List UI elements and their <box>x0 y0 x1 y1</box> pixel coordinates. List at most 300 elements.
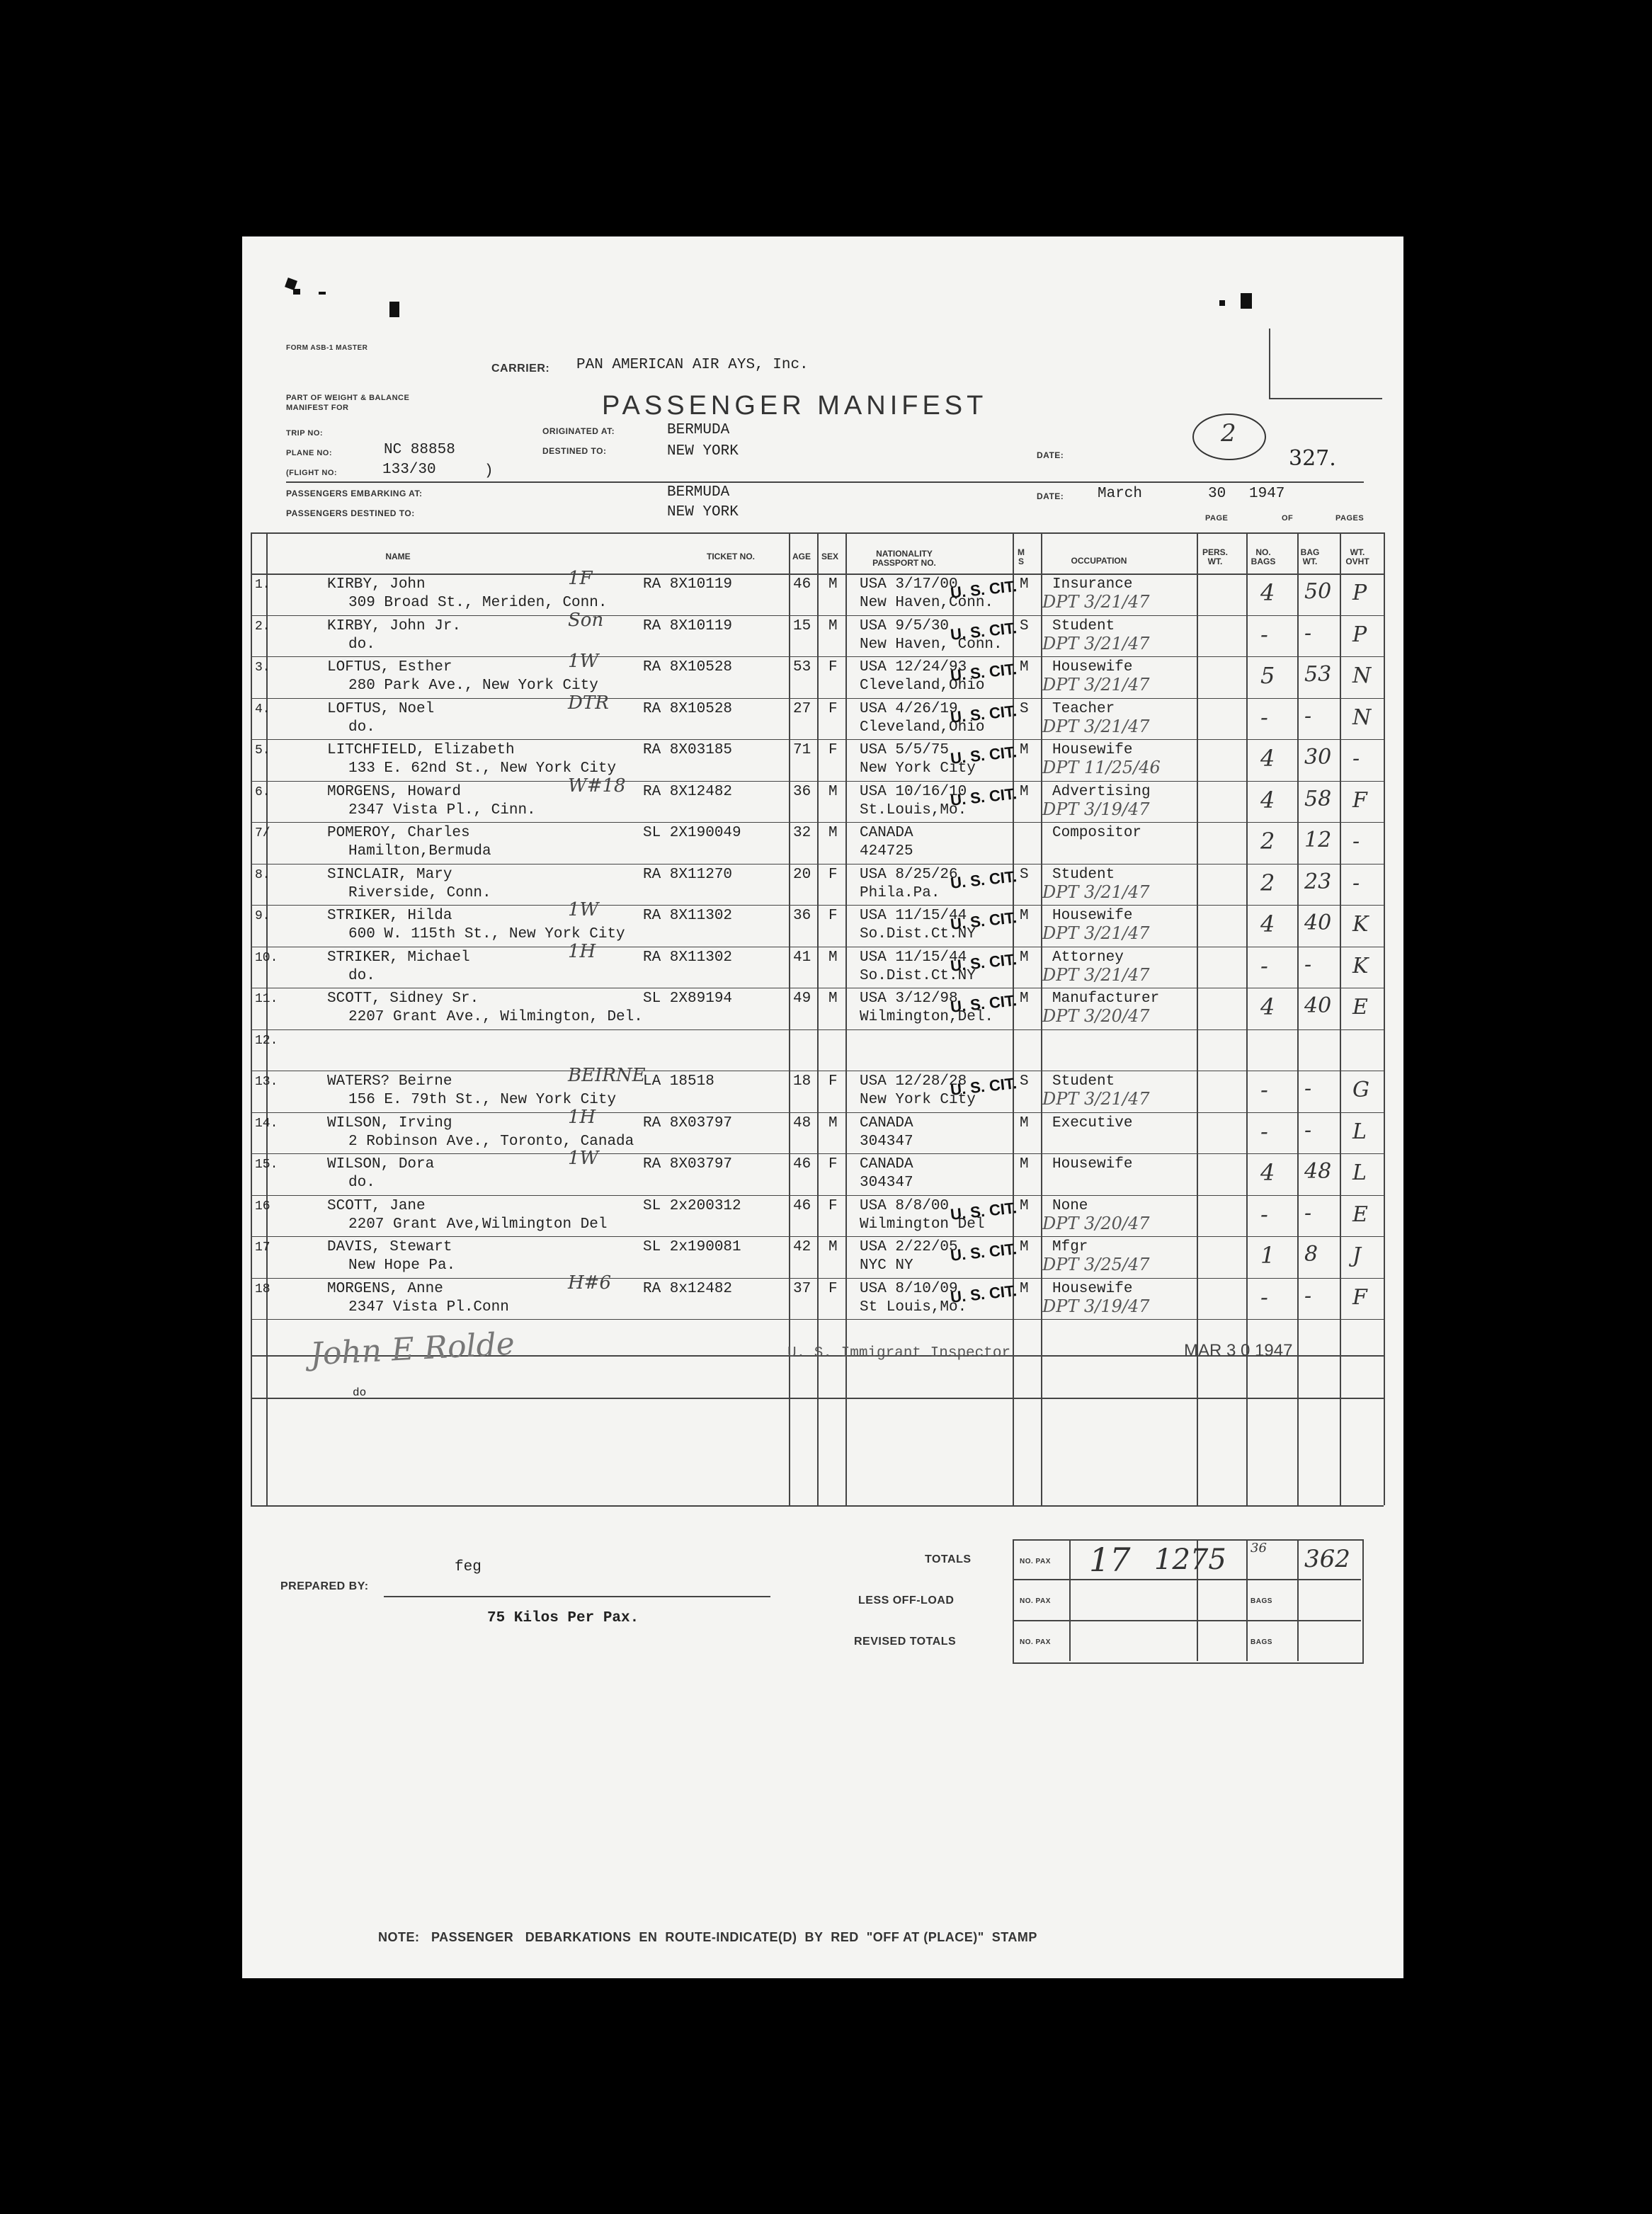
overhead-code: N <box>1352 704 1372 730</box>
marital-status: S <box>1020 866 1029 883</box>
nationality-place: So.Dist.Ct.NY <box>860 967 976 984</box>
passenger-sex: F <box>828 700 838 717</box>
bag-weight: 8 <box>1304 1242 1318 1267</box>
number-of-bags: - <box>1260 620 1268 648</box>
form-number: FORM ASB-1 MASTER <box>286 344 368 352</box>
passenger-address: Hamilton,Bermuda <box>348 843 491 860</box>
corner-box-edge <box>1269 329 1270 399</box>
passenger-age: 32 <box>793 825 811 841</box>
row-number: 8. <box>255 867 270 882</box>
overhead-code: L <box>1352 1160 1367 1185</box>
punch-mark <box>389 302 399 317</box>
passenger-age: 71 <box>793 742 811 758</box>
table-row <box>242 1197 1403 1238</box>
bag-weight: 58 <box>1304 786 1332 811</box>
manifest-sheet <box>242 236 1403 1978</box>
passenger-address: 280 Park Ave., New York City <box>348 678 598 694</box>
number-of-bags: - <box>1260 1117 1268 1145</box>
row-number: 1. <box>255 578 270 592</box>
nationality-passport: USA 9/5/30 <box>860 617 950 634</box>
departure-note: DPT 3/19/47 <box>1042 799 1150 819</box>
nationality-place: St Louis,Mo. <box>860 1299 967 1316</box>
bag-weight: - <box>1304 1200 1312 1226</box>
pages-label: PAGES <box>1335 514 1365 523</box>
citizen-stamp: U. S. CIT. <box>949 867 1018 892</box>
ticket-number: RA 8X10119 <box>643 617 733 634</box>
debarkation-note: NOTE: PASSENGER DEBARKATIONS EN ROUTE-INDICATE(D) BY RED "OFF AT (PLACE)" STAMP <box>378 1930 1037 1944</box>
col-header-age: AGE <box>792 552 811 561</box>
row-rule <box>251 1029 1384 1030</box>
row-number: 4. <box>255 702 270 717</box>
flight-no-close: ) <box>484 463 494 479</box>
nationality-place: 304347 <box>860 1133 913 1150</box>
ticket-number: SL 2x190081 <box>643 1239 741 1255</box>
passenger-name: WILSON, Dora <box>327 1156 435 1172</box>
departure-note: DPT 3/21/47 <box>1042 633 1150 654</box>
overhead-code: F <box>1352 1284 1367 1310</box>
circled-number-text: 2 <box>1221 419 1236 447</box>
inspector-title: U. S. Immigrant Inspector <box>787 1345 1011 1362</box>
passenger-name: LOFTUS, Noel <box>327 700 435 717</box>
number-of-bags: 4 <box>1260 579 1275 606</box>
occupation: Student <box>1052 866 1115 883</box>
row-number: 13. <box>255 1075 278 1089</box>
ticket-number: RA 8X12482 <box>643 783 733 800</box>
row-number: 10. <box>255 950 278 965</box>
table-row <box>242 741 1403 782</box>
overhead-code: G <box>1352 1078 1369 1102</box>
departure-note: DPT 3/21/47 <box>1042 675 1150 695</box>
row-rule <box>251 1278 1384 1279</box>
row-number: 17 <box>255 1240 270 1255</box>
passenger-address: 2 Robinson Ave., Toronto, Canada <box>348 1133 634 1150</box>
handwritten-note: 1W <box>568 1148 599 1169</box>
row-number: 6. <box>255 784 270 799</box>
dest-pass-value: NEW YORK <box>667 504 739 520</box>
col-header-ms: M S <box>1018 547 1025 566</box>
row-rule <box>251 615 1384 616</box>
nationality-passport: USA 11/15/44 <box>860 949 967 966</box>
passenger-age: 36 <box>793 783 811 800</box>
row-number: 15. <box>255 1158 278 1172</box>
row-rule <box>251 656 1384 657</box>
occupation: Housewife <box>1052 742 1133 758</box>
passenger-age: 46 <box>793 576 811 593</box>
originated-value: BERMUDA <box>667 422 730 438</box>
totals-label: TOTALS <box>925 1553 972 1565</box>
passenger-age: 20 <box>793 866 811 883</box>
passenger-sex: F <box>828 1197 838 1214</box>
citizen-stamp: U. S. CIT. <box>949 701 1018 726</box>
passenger-name: WILSON, Irving <box>327 1114 452 1131</box>
passenger-age: 49 <box>793 991 811 1007</box>
marital-status: S <box>1020 1073 1029 1090</box>
departure-note: DPT 3/20/47 <box>1042 1213 1150 1233</box>
overhead-code: E <box>1352 995 1368 1020</box>
departure-note: DPT 3/21/47 <box>1042 592 1150 612</box>
passenger-age: 53 <box>793 659 811 675</box>
date-day: 30 <box>1208 486 1226 502</box>
passenger-address: 600 W. 115th St., New York City <box>348 926 625 942</box>
less-offload-label: LESS OFF-LOAD <box>858 1594 955 1607</box>
departure-note: DPT 3/21/47 <box>1042 964 1150 985</box>
nationality-passport: USA 3/12/98 <box>860 991 958 1007</box>
overhead-code: J <box>1352 1243 1362 1268</box>
no-pax-label: NO. PAX <box>1020 1558 1051 1565</box>
ticket-number: RA 8X10528 <box>643 700 733 717</box>
prepared-label: PREPARED BY: <box>280 1580 369 1592</box>
passenger-sex: F <box>828 659 838 675</box>
citizen-stamp: U. S. CIT. <box>949 1281 1018 1306</box>
passenger-address: 2207 Grant Ave., Wilmington, Del. <box>348 1009 643 1025</box>
handwritten-note: BEIRNE <box>568 1065 646 1086</box>
number-of-bags: - <box>1260 703 1268 731</box>
nationality-place: 424725 <box>860 843 913 860</box>
embarking-label: PASSENGERS EMBARKING AT: <box>286 489 423 498</box>
ticket-number: RA 8X11302 <box>643 949 733 966</box>
row-rule <box>251 905 1384 906</box>
number-of-bags: 2 <box>1260 828 1275 855</box>
nationality-place: Wilmington,Del. <box>860 1009 994 1025</box>
passenger-address: 133 E. 62nd St., New York City <box>348 760 617 777</box>
bag-weight: 23 <box>1304 869 1332 894</box>
marital-status: S <box>1020 700 1029 717</box>
occupation: Manufacturer <box>1052 991 1160 1007</box>
citizen-stamp: U. S. CIT. <box>949 784 1018 809</box>
embarking-value: BERMUDA <box>667 484 730 501</box>
row-rule <box>251 1398 1384 1399</box>
handwritten-note: 1W <box>568 899 599 920</box>
overhead-code: F <box>1352 787 1367 813</box>
passenger-sex: M <box>828 1239 838 1255</box>
totals-box-rule <box>1013 1620 1361 1621</box>
of-label: OF <box>1282 514 1294 523</box>
marital-status: M <box>1020 1239 1029 1255</box>
overhead-code: - <box>1352 746 1360 771</box>
table-row <box>242 1031 1403 1072</box>
manifest-for-label: MANIFEST FOR <box>286 404 349 412</box>
passenger-sex: F <box>828 1073 838 1090</box>
marital-status: M <box>1020 949 1029 966</box>
carrier-name: PAN AMERICAN AIR AYS, Inc. <box>576 357 809 373</box>
passenger-name: KIRBY, John Jr. <box>327 617 462 634</box>
handwritten-note: H#6 <box>568 1272 612 1294</box>
col-header-bag-wt: BAG WT. <box>1300 547 1320 566</box>
bag-weight: - <box>1304 1283 1312 1308</box>
sheet-number: 327. <box>1289 446 1336 471</box>
totals-box-rule <box>1013 1579 1361 1580</box>
prepared-rule <box>384 1596 770 1597</box>
handwritten-note: 1H <box>568 940 596 962</box>
nationality-place: Phila.Pa. <box>860 884 940 901</box>
citizen-stamp: U. S. CIT. <box>949 1240 1018 1265</box>
no-pax-label: NO. PAX <box>1020 1597 1051 1605</box>
citizen-stamp: U. S. CIT. <box>949 743 1018 768</box>
dest-pass-label: PASSENGERS DESTINED TO: <box>286 508 415 518</box>
passenger-address: New Hope Pa. <box>348 1257 456 1274</box>
punch-mark <box>1219 300 1225 306</box>
bag-weight: 40 <box>1304 911 1332 935</box>
inspector-date-stamp: MAR 3 0 1947 <box>1184 1341 1293 1360</box>
number-of-bags: 4 <box>1260 786 1275 814</box>
passenger-address: do. <box>348 1175 375 1191</box>
bag-weight: 12 <box>1304 828 1332 852</box>
handwritten-note: DTR <box>568 692 609 714</box>
departure-note: DPT 3/21/47 <box>1042 881 1150 902</box>
nationality-passport: USA 8/25/26 <box>860 866 958 883</box>
ticket-number: RA 8X03797 <box>643 1114 733 1131</box>
number-of-bags: 4 <box>1260 993 1275 1020</box>
col-header-sex: SEX <box>821 552 838 561</box>
number-of-bags: 1 <box>1260 1242 1275 1269</box>
passenger-age: 18 <box>793 1073 811 1090</box>
bag-weight: 50 <box>1304 579 1332 604</box>
bag-weight: 53 <box>1304 662 1332 687</box>
ticket-number: RA 8X10119 <box>643 576 733 593</box>
col-header-ticket: TICKET NO. <box>707 552 755 561</box>
marital-status: M <box>1020 783 1029 800</box>
number-of-bags: 4 <box>1260 911 1275 937</box>
passenger-name: WATERS? Beirne <box>327 1073 452 1090</box>
overhead-code: - <box>1352 870 1360 896</box>
passenger-sex: M <box>828 617 838 634</box>
occupation: Housewife <box>1052 1280 1133 1297</box>
table-row <box>242 1148 1403 1196</box>
revised-totals-label: REVISED TOTALS <box>854 1636 957 1648</box>
nationality-passport: CANADA <box>860 825 913 841</box>
number-of-bags: 5 <box>1260 662 1275 689</box>
table-row <box>242 692 1403 741</box>
bag-weight: - <box>1304 620 1312 646</box>
ticket-number: RA 8X11270 <box>643 866 733 883</box>
nationality-place: New York City <box>860 1092 976 1108</box>
passenger-address: 2207 Grant Ave,Wilmington Del <box>348 1216 608 1233</box>
passenger-sex: F <box>828 908 838 924</box>
col-header-occupation: OCCUPATION <box>1071 556 1127 566</box>
overhead-code: N <box>1352 663 1372 688</box>
overhead-code: K <box>1352 912 1369 937</box>
nationality-passport: USA 3/17/00 <box>860 576 958 593</box>
table-row <box>242 775 1403 823</box>
passenger-age: 46 <box>793 1156 811 1172</box>
passenger-sex: M <box>828 783 838 800</box>
nationality-place: NYC NY <box>860 1257 913 1274</box>
passenger-age: 15 <box>793 617 811 634</box>
passenger-sex: M <box>828 991 838 1007</box>
departure-note: DPT 3/21/47 <box>1042 923 1150 943</box>
passenger-name: POMEROY, Charles <box>327 825 470 841</box>
table-row <box>242 899 1403 947</box>
marital-status: M <box>1020 1280 1029 1297</box>
col-header-wt-ovht: WT. OVHT <box>1345 547 1369 566</box>
passenger-age: 37 <box>793 1280 811 1297</box>
no-pax-label: NO. PAX <box>1020 1638 1051 1646</box>
table-row <box>242 1065 1403 1113</box>
row-number: 14. <box>255 1116 278 1131</box>
ticket-number: SL 2X89194 <box>643 991 733 1007</box>
col-header-name: NAME <box>385 552 411 561</box>
date-label: DATE: <box>1037 450 1064 460</box>
col-header-no-bags: NO. BAGS <box>1251 547 1276 566</box>
total-pax: 17 <box>1089 1541 1131 1579</box>
occupation: Advertising <box>1052 783 1151 800</box>
inspector-signature: John E Rolde <box>309 1325 515 1373</box>
passenger-name: LOFTUS, Esther <box>327 659 452 675</box>
passenger-sex: F <box>828 742 838 758</box>
bag-weight: 30 <box>1304 745 1332 770</box>
passenger-address: 156 E. 79th St., New York City <box>348 1092 617 1108</box>
overhead-code: L <box>1352 1119 1367 1144</box>
bag-weight: 48 <box>1304 1159 1332 1184</box>
passenger-age: 42 <box>793 1239 811 1255</box>
overhead-code: K <box>1352 953 1369 978</box>
passenger-name: STRIKER, Michael <box>327 949 470 966</box>
number-of-bags: 4 <box>1260 745 1275 772</box>
occupation: Student <box>1052 1073 1115 1090</box>
totals-box-col <box>1246 1539 1248 1661</box>
marital-status: M <box>1020 908 1029 924</box>
ticket-number: RA 8X11302 <box>643 908 733 924</box>
departure-note: DPT 3/21/47 <box>1042 1089 1150 1109</box>
row-number: 2. <box>255 619 270 634</box>
marital-status: M <box>1020 576 1029 593</box>
row-rule <box>251 1236 1384 1237</box>
passenger-sex: M <box>828 1114 838 1131</box>
table-row <box>242 823 1403 865</box>
kilos-per-pax: 75 Kilos Per Pax. <box>487 1610 639 1626</box>
occupation: Insurance <box>1052 576 1133 593</box>
table-row <box>242 651 1403 699</box>
total-bag-weight: 362 <box>1304 1545 1350 1573</box>
passenger-age: 46 <box>793 1197 811 1214</box>
occupation: Housewife <box>1052 908 1133 924</box>
inspector-ditto: do <box>353 1386 367 1399</box>
row-number: 3. <box>255 661 270 675</box>
handwritten-note: 1F <box>568 568 593 589</box>
row-number: 12. <box>255 1033 278 1048</box>
header-rule <box>286 481 1364 483</box>
nationality-passport: USA 4/26/19 <box>860 700 958 717</box>
table-row <box>242 989 1403 1030</box>
nationality-passport: USA 11/15/44 <box>860 908 967 924</box>
marital-status: M <box>1020 659 1029 675</box>
passenger-sex: F <box>828 1280 838 1297</box>
number-of-bags: 4 <box>1260 1159 1275 1186</box>
passenger-address: do. <box>348 636 375 653</box>
passenger-address: 2347 Vista Pl., Cinn. <box>348 801 536 818</box>
passenger-address: 2347 Vista Pl.Conn <box>348 1299 509 1316</box>
page-label: PAGE <box>1205 514 1229 523</box>
passenger-name: STRIKER, Hilda <box>327 908 452 924</box>
ticket-number: SL 2X190049 <box>643 825 741 841</box>
row-number: 11. <box>255 992 278 1006</box>
row-rule <box>251 1112 1384 1113</box>
table-row <box>242 865 1403 906</box>
handwritten-note: 1H <box>568 1106 596 1128</box>
nationality-place: New Haven,Conn. <box>860 595 994 611</box>
marital-status: S <box>1020 617 1029 634</box>
passenger-address: 309 Broad St., Meriden, Conn. <box>348 595 608 611</box>
row-rule <box>251 1153 1384 1154</box>
ticket-number: RA 8X10528 <box>643 659 733 675</box>
nationality-passport: USA 12/24/93 <box>860 659 967 675</box>
table-row <box>242 568 1403 616</box>
row-number: 16 <box>255 1199 270 1214</box>
departure-note: DPT 11/25/46 <box>1042 758 1161 777</box>
marital-status: M <box>1020 1114 1029 1131</box>
passenger-name: SCOTT, Jane <box>327 1197 426 1214</box>
passenger-address: do. <box>348 967 375 984</box>
ticket-number: SL 2x200312 <box>643 1197 741 1214</box>
number-of-bags: - <box>1260 1200 1268 1228</box>
date2-label: DATE: <box>1037 491 1064 501</box>
row-rule <box>251 1319 1384 1320</box>
occupation: Attorney <box>1052 949 1124 966</box>
passenger-name: SINCLAIR, Mary <box>327 866 452 883</box>
originated-label: ORIGINATED AT: <box>542 426 615 436</box>
flight-no: 133/30 <box>382 462 436 478</box>
citizen-stamp: U. S. CIT. <box>949 949 1018 975</box>
citizen-stamp: U. S. CIT. <box>949 908 1018 933</box>
destined-value: NEW YORK <box>667 443 739 460</box>
nationality-passport: CANADA <box>860 1114 913 1131</box>
overhead-code: E <box>1352 1202 1368 1227</box>
nationality-place: New Haven, Conn. <box>860 636 1003 653</box>
row-rule <box>251 781 1384 782</box>
number-of-bags: - <box>1260 1283 1268 1311</box>
date-month: March <box>1098 486 1143 502</box>
row-rule <box>251 864 1384 865</box>
nationality-place: New York City <box>860 760 976 777</box>
citizen-stamp: U. S. CIT. <box>949 991 1018 1016</box>
plane-no: NC 88858 <box>384 442 455 458</box>
table-row <box>242 940 1403 989</box>
nationality-passport: USA 5/5/75 <box>860 742 950 758</box>
table-row <box>242 1106 1403 1155</box>
occupation: Teacher <box>1052 700 1115 717</box>
passenger-sex: M <box>828 949 838 966</box>
row-rule <box>251 698 1384 699</box>
marital-status: M <box>1020 991 1029 1007</box>
occupation: Housewife <box>1052 659 1133 675</box>
citizen-stamp: U. S. CIT. <box>949 1198 1018 1223</box>
nationality-passport: USA 8/8/00 <box>860 1197 950 1214</box>
nationality-passport: USA 10/16/10 <box>860 783 967 800</box>
departure-note: DPT 3/25/47 <box>1042 1255 1150 1274</box>
ticket-number: LA 18518 <box>643 1073 714 1090</box>
passenger-sex: F <box>828 1156 838 1172</box>
plane-no-label: PLANE NO: <box>286 449 332 457</box>
passenger-name: MORGENS, Anne <box>327 1280 443 1297</box>
totals-top-rule <box>251 1505 1384 1507</box>
bag-weight: - <box>1304 1117 1312 1143</box>
occupation: Housewife <box>1052 1156 1133 1172</box>
col-header-nationality: NATIONALITY PASSPORT NO. <box>872 549 936 568</box>
punch-mark <box>319 292 326 295</box>
citizen-stamp: U. S. CIT. <box>949 618 1018 644</box>
citizen-stamp: U. S. CIT. <box>949 577 1018 602</box>
handwritten-note: Son <box>568 609 604 631</box>
flight-no-label: (FLIGHT NO: <box>286 469 338 477</box>
prepared-by: feg <box>455 1559 482 1575</box>
passenger-name: KIRBY, John <box>327 576 426 593</box>
passenger-sex: F <box>828 866 838 883</box>
nationality-passport: USA 12/28/28 <box>860 1073 967 1090</box>
citizen-stamp: U. S. CIT. <box>949 660 1018 685</box>
trip-no-label: TRIP NO: <box>286 429 324 438</box>
totals-box-col <box>1069 1539 1071 1661</box>
punch-mark <box>1241 293 1252 309</box>
